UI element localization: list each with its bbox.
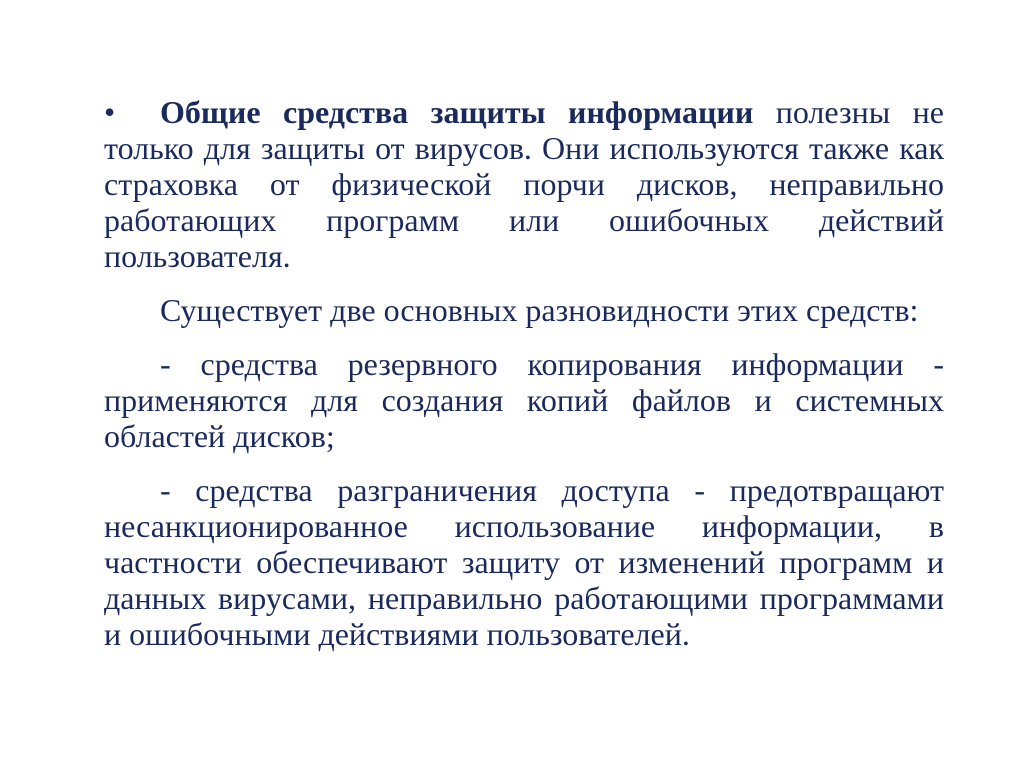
paragraph-backup-means: - средства резервного копирования информации - применяются для создания копий файлов и системных областей дисков; [104, 346, 944, 454]
paragraph-two-types: Существует две основных разновидности этих средств: [160, 292, 919, 328]
paragraph-general-means [104, 94, 944, 274]
bold-term: Общие средства защиты информации [160, 94, 754, 130]
paragraph-text: полезны не только для защиты от вирусов. Они используются также как страховка от физической порчи дисков, неправильно работающих программ или ошибочных действий пользователя. [104, 94, 944, 274]
bullet-icon: • [104, 94, 116, 130]
paragraph-access-control: - средства разграничения доступа - предотвращают несанкционированное использование информации, в частности обеспечивают защиту от изменений программ и данных вирусами, неправильно работающими программами и ошибочными действиями пользователей. [104, 472, 944, 652]
slide-content [104, 94, 944, 670]
